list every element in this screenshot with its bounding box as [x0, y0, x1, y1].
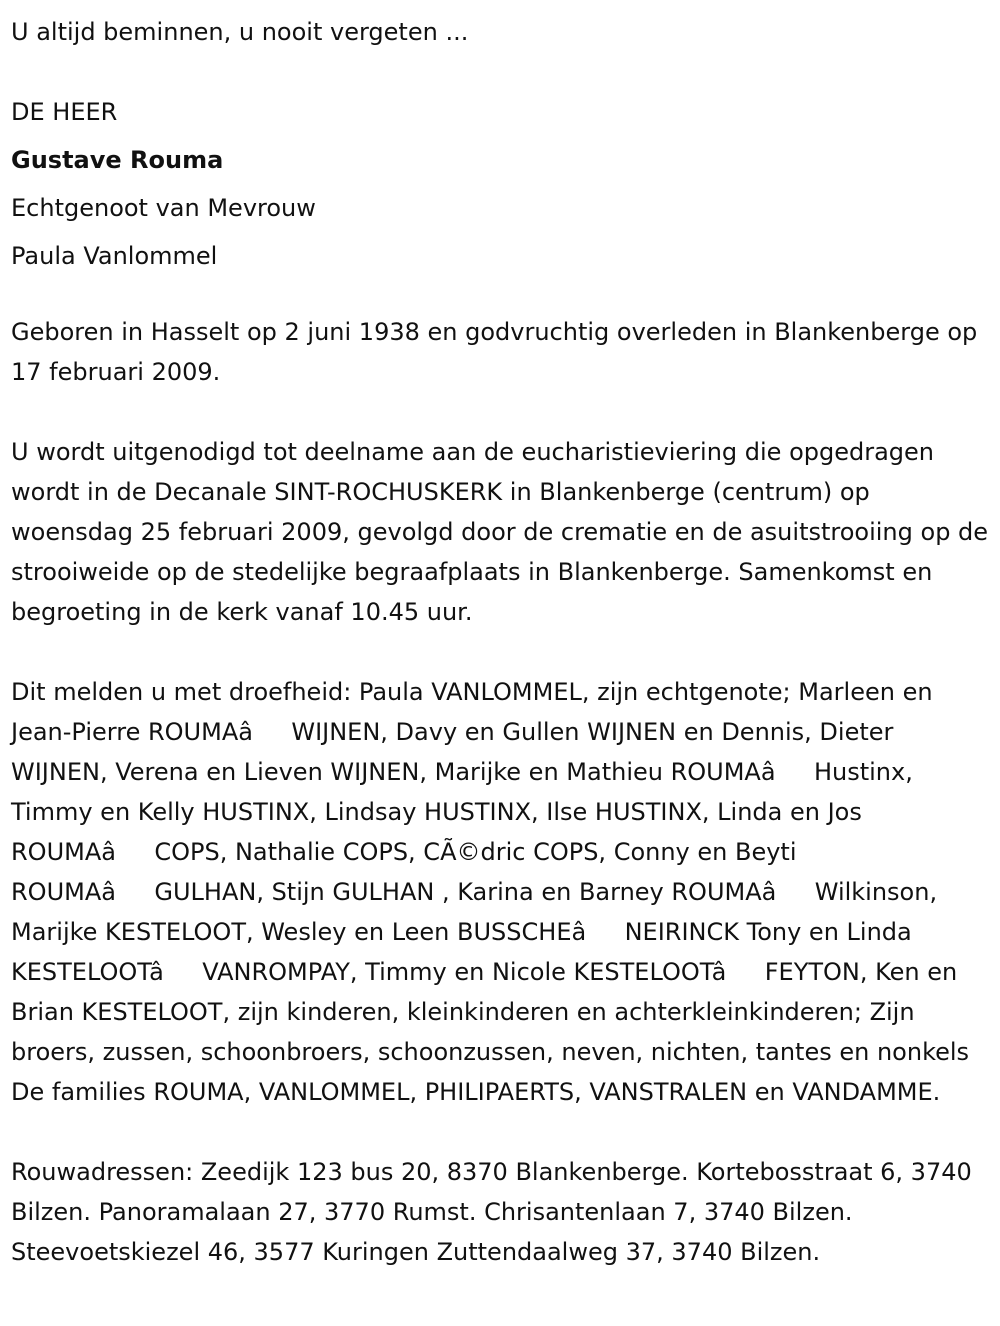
title-line: DE HEER: [11, 98, 118, 126]
intro-line: U altijd beminnen, u nooit vergeten ...: [11, 18, 469, 46]
spacer: [11, 56, 989, 88]
spouse-line-1: Echtgenoot van Mevrouw: [11, 194, 316, 222]
spacer: [11, 1112, 989, 1152]
invitation-paragraph: U wordt uitgenodigd tot deelname aan de eucharistieviering die opgedragen wordt in de Decanale SINT-ROCHUSKERK in Blankenberge (centrum) op woensdag 25 februari 2009, gevolgd door de crematie en de asuitstrooiing op de strooiweide op de stedelijke begraafplaats in Blankenberge. Samenkomst en begroeting in de kerk vanaf 10.45 uur.: [11, 438, 989, 626]
family-paragraph: Dit melden u met droefheid: Paula VANLOMMEL, zijn echtgenote; Marleen en Jean-Pierre ROUMAâWIJNEN, Davy en Gullen WIJNEN en Dennis, Dieter WIJNEN, Verena en Lieven WIJNEN, Marijke en Mathieu ROUMAâHustinx, Timmy en Kelly HUSTINX, Lindsay HUSTINX, Ilse HUSTINX, Linda en Jos ROUMAâCOPS, Nathalie COPS, CÃ©dric COPS, Conny en Beyti ROUMAâGULHAN, Stijn GULHAN , Karina en Barney ROUMAâWilkinson, Marijke KESTELOOT, Wesley en Leen BUSSCHEâNEIRINCK Tony en Linda KESTELOOTâVANROMPAY, Timmy en Nicole KESTELOOTâFEYTON, Ken en Brian KESTELOOT, zijn kinderen, kleinkinderen en achterkleinkinderen; Zijn broers, zussen, schoonbroers, schoonzussen, neven, nichten, tantes en nonkels De families ROUMA, VANLOMMEL, PHILIPAERTS, VANSTRALEN en VANDAMME.: [11, 678, 970, 1106]
spacer: [11, 392, 989, 432]
addresses-paragraph: Rouwadressen: Zeedijk 123 bus 20, 8370 Blankenberge. Kortebosstraat 6, 3740 Bilzen. Panoramalaan 27, 3770 Rumst. Chrisantenlaan 7, 3740 Bilzen. Steevoetskiezel 46, 3577 Kuringen Zuttendaalweg 37, 3740 Bilzen.: [11, 1158, 972, 1266]
deceased-name: Gustave Rouma: [11, 146, 224, 174]
spouse-line-2: Paula Vanlommel: [11, 242, 218, 270]
birth-death-paragraph: Geboren in Hasselt op 2 juni 1938 en godvruchtig overleden in Blankenberge op 17 februari 2009.: [11, 318, 978, 386]
spacer: [11, 632, 989, 672]
spacer: [11, 280, 989, 312]
